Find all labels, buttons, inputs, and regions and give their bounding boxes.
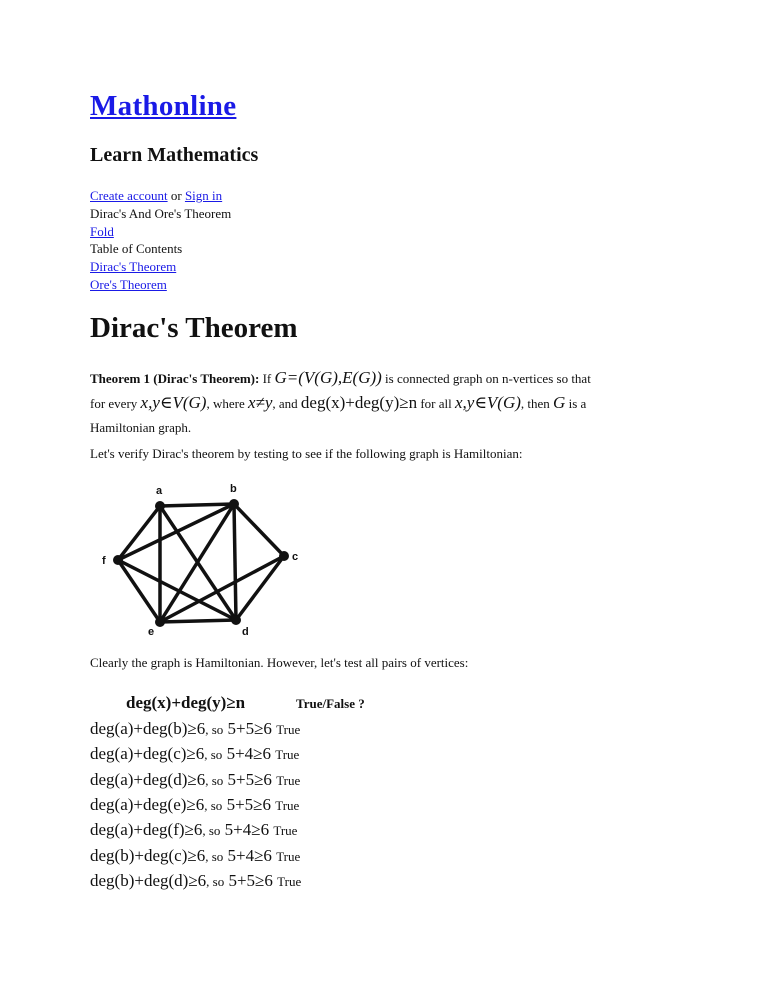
table-header-left: deg(x)+deg(y)≥n (126, 693, 246, 712)
vertex-e (155, 617, 165, 627)
row-so: , so (202, 823, 221, 839)
row-expression: deg(b)+deg(d)≥6 (90, 870, 207, 890)
table-row (90, 744, 299, 764)
row-expression: deg(a)+deg(f)≥6 (90, 820, 203, 840)
math-xy: x,y∈V(G) (454, 393, 521, 412)
table-row (90, 820, 297, 840)
graph-edges (118, 504, 284, 622)
row-expression: deg(b)+deg(c)≥6 (90, 845, 206, 865)
row-sum: 5+5≥6 (227, 719, 272, 738)
site-tagline: Learn Mathematics (90, 144, 259, 166)
toc-link-ore[interactable]: Ore's Theorem (90, 277, 167, 292)
intro-text: Let's verify Dirac's theorem by testing to see if the following graph is Hamiltonian: (90, 446, 523, 461)
math-xy: x,y∈V(G) (140, 393, 207, 412)
theorem-text: Hamiltonian graph. (90, 420, 192, 435)
conclusion-text: Clearly the graph is Hamiltonian. However, let's test all pairs of vertices: (90, 655, 469, 670)
table-row (90, 719, 300, 739)
theorem-text: , and (272, 396, 298, 411)
hamiltonian-graph (100, 480, 300, 640)
row-result: True (276, 772, 301, 788)
theorem-statement (90, 366, 690, 440)
row-expression: deg(a)+deg(c)≥6 (90, 744, 205, 764)
theorem-text: is connected graph on n-vertices so that (385, 371, 591, 386)
row-expression: deg(a)+deg(b)≥6 (90, 719, 206, 738)
vertex-label-f: f (102, 555, 106, 567)
row-so: , so (204, 747, 223, 763)
vertex-label-a: a (156, 485, 163, 497)
toc-link-dirac[interactable]: Dirac's Theorem (90, 259, 177, 274)
row-result: True (275, 797, 300, 813)
theorem-text: , where (206, 396, 245, 411)
table-row (90, 846, 300, 866)
theorem-text: for every (90, 396, 138, 411)
vertex-label-c: c (292, 551, 299, 563)
section-heading: Dirac's Theorem (90, 312, 298, 344)
theorem-text: for all (420, 396, 452, 411)
vertex-d (231, 615, 241, 625)
row-result: True (275, 747, 300, 763)
row-so: , so (206, 873, 225, 889)
or-text: or (170, 188, 182, 203)
account-links (90, 187, 222, 205)
row-sum: 5+4≥6 (224, 820, 270, 840)
page-name: Dirac's And Ore's Theorem (90, 206, 232, 221)
row-result: True (276, 722, 301, 737)
math-neq: x≠y (247, 393, 273, 412)
sign-in-link[interactable]: Sign in (184, 188, 223, 203)
vertex-label-b: b (230, 483, 237, 495)
table-row (90, 795, 299, 815)
theorem-text: If (262, 371, 272, 386)
vertex-a (155, 501, 165, 511)
row-result: True (277, 873, 302, 889)
row-so: , so (204, 797, 223, 813)
vertex-c (279, 551, 289, 561)
row-sum: 5+4≥6 (226, 744, 271, 764)
theorem-text: , then (520, 396, 550, 411)
site-title-link[interactable]: Mathonline (90, 90, 237, 122)
row-result: True (276, 848, 301, 864)
row-sum: 5+4≥6 (227, 845, 272, 865)
fold-link[interactable]: Fold (90, 224, 114, 239)
toc-label: Table of Contents (90, 241, 183, 256)
vertex-label-d: d (242, 626, 249, 638)
table-row (90, 770, 300, 790)
row-sum: 5+5≥6 (228, 870, 273, 890)
row-result: True (273, 823, 298, 839)
table-row (90, 871, 301, 891)
row-expression: deg(a)+deg(e)≥6 (90, 794, 205, 814)
table-header-right: True/False ? (296, 696, 365, 711)
vertex-f (113, 555, 123, 565)
row-so: , so (205, 772, 224, 788)
create-account-link[interactable]: Create account (90, 188, 168, 203)
theorem-text: is a (568, 396, 587, 411)
row-so: , so (205, 722, 224, 737)
theorem-label: Theorem 1 (Dirac's Theorem): (90, 371, 260, 386)
vertex-b (229, 499, 239, 509)
math-g: G (553, 393, 566, 412)
row-expression: deg(a)+deg(d)≥6 (90, 769, 206, 789)
math-ineq: deg(x)+deg(y)≥n (300, 393, 418, 412)
vertex-label-e: e (148, 626, 155, 638)
math-graph: G=(V(G),E(G)) (274, 368, 382, 387)
row-so: , so (205, 848, 224, 864)
row-sum: 5+5≥6 (227, 769, 272, 789)
row-sum: 5+5≥6 (226, 794, 271, 814)
